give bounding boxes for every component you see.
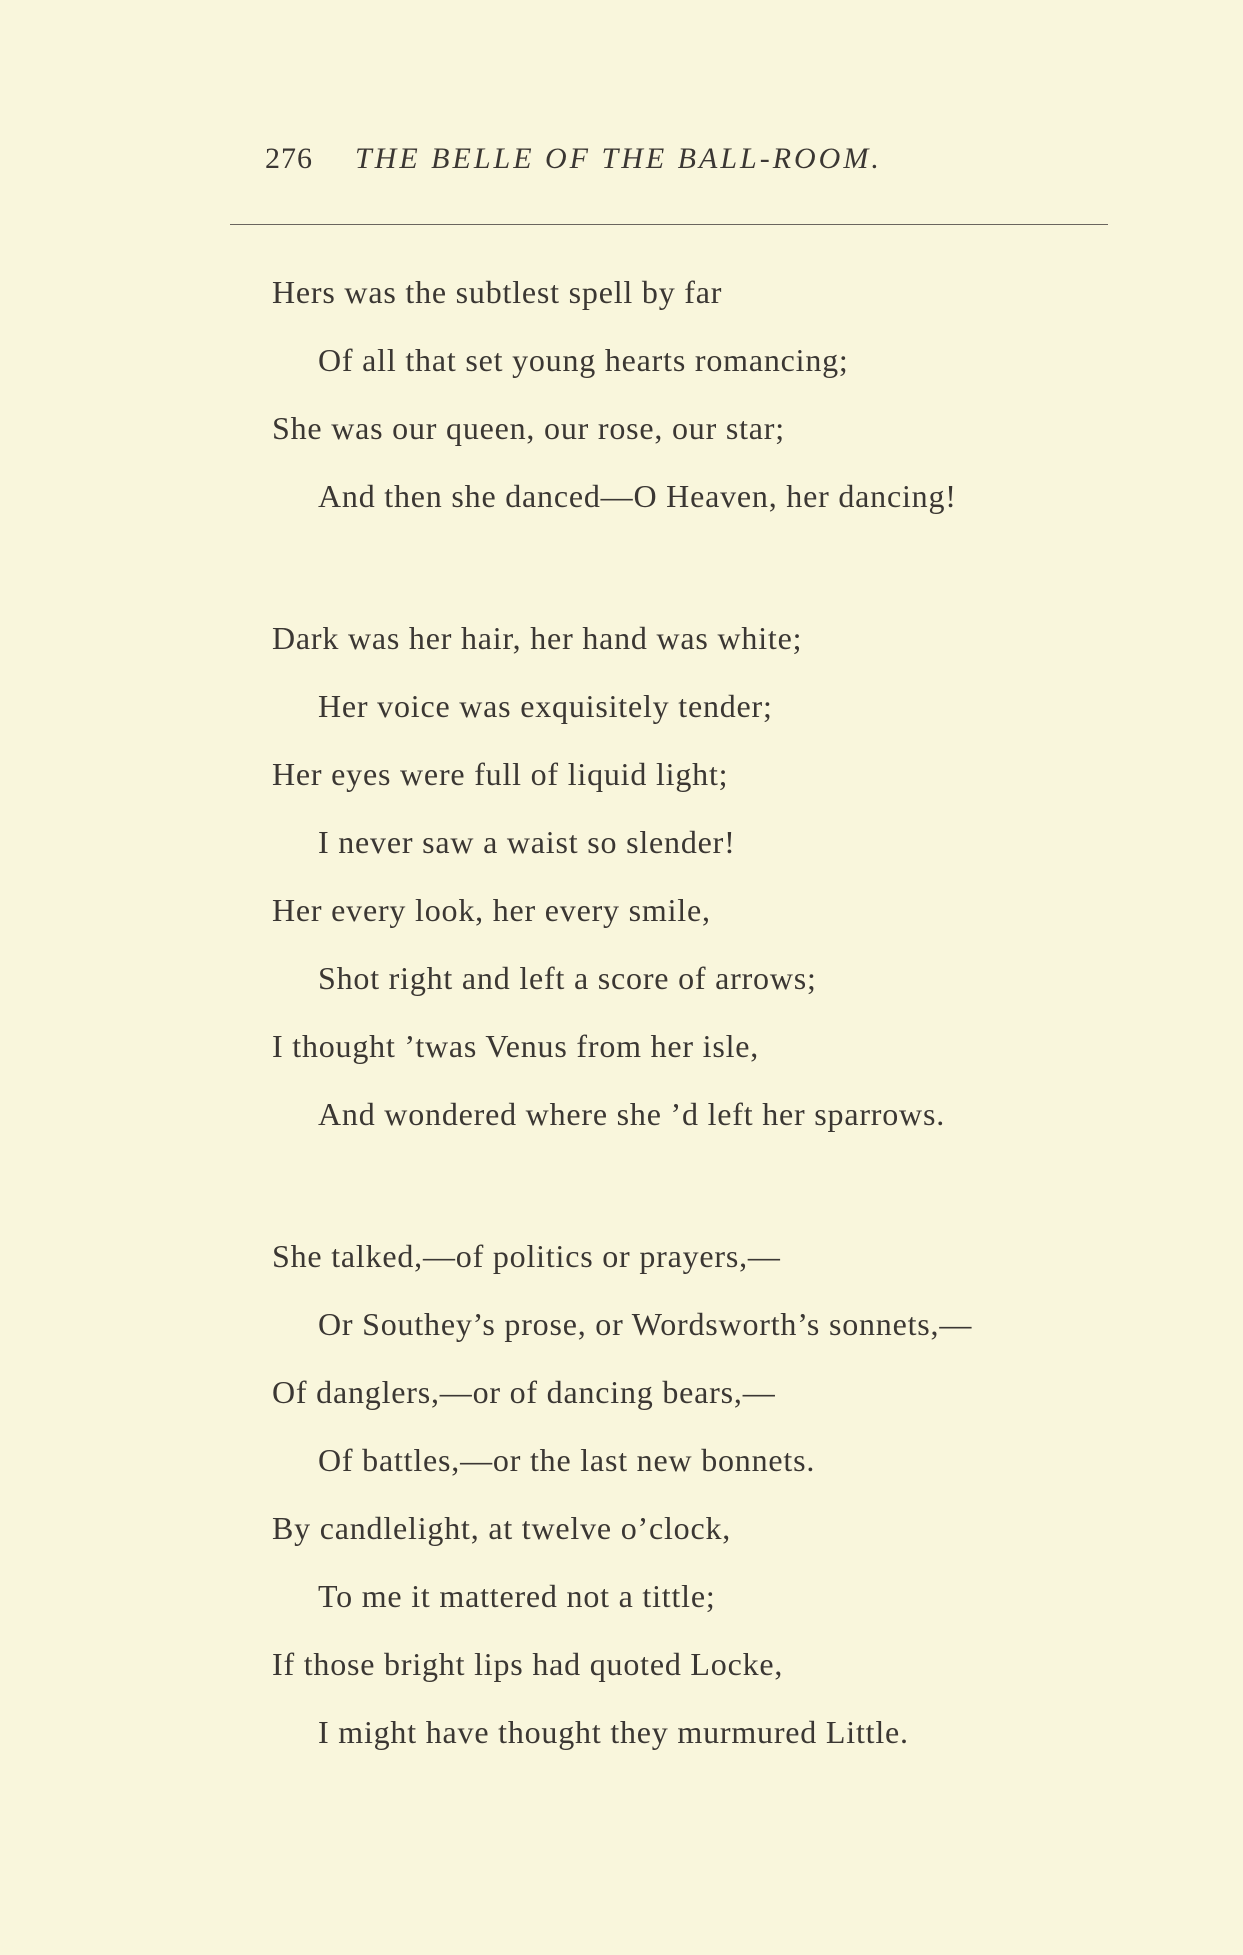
poem-line: By candlelight, at twelve o’clock, [272, 1510, 732, 1546]
poem-line: Dark was her hair, her hand was white; [272, 620, 803, 656]
poem-line: I never saw a waist so slender! [318, 824, 736, 860]
poem-line: Or Southey’s prose, or Wordsworth’s sonnets,— [318, 1306, 973, 1342]
page-header [265, 142, 882, 176]
poem-line: Of all that set young hearts romancing; [318, 342, 849, 378]
running-title: THE BELLE OF THE BALL-ROOM. [355, 142, 882, 175]
poem-line: Her voice was exquisitely tender; [318, 688, 773, 724]
poem-line: Her every look, her every smile, [272, 892, 711, 928]
page-number: 276 [265, 142, 313, 175]
poem-line: To me it mattered not a tittle; [318, 1578, 716, 1614]
poem-line: She was our queen, our rose, our star; [272, 410, 785, 446]
poem-line: Hers was the subtlest spell by far [272, 274, 723, 310]
poem-line: I might have thought they murmured Little. [318, 1714, 909, 1750]
poem-line: Of battles,—or the last new bonnets. [318, 1442, 816, 1478]
poem-line: I thought ’twas Venus from her isle, [272, 1028, 760, 1064]
poem-line: And wondered where she ’d left her sparrows. [318, 1096, 945, 1132]
poem-line: Of danglers,—or of dancing bears,— [272, 1374, 776, 1410]
poem-line: Her eyes were full of liquid light; [272, 756, 729, 792]
poem-line: And then she danced—O Heaven, her dancing! [318, 478, 957, 514]
poem-line: She talked,—of politics or prayers,— [272, 1238, 781, 1274]
poem-line: Shot right and left a score of arrows; [318, 960, 817, 996]
poem-line: If those bright lips had quoted Locke, [272, 1646, 784, 1682]
header-rule [230, 224, 1108, 225]
